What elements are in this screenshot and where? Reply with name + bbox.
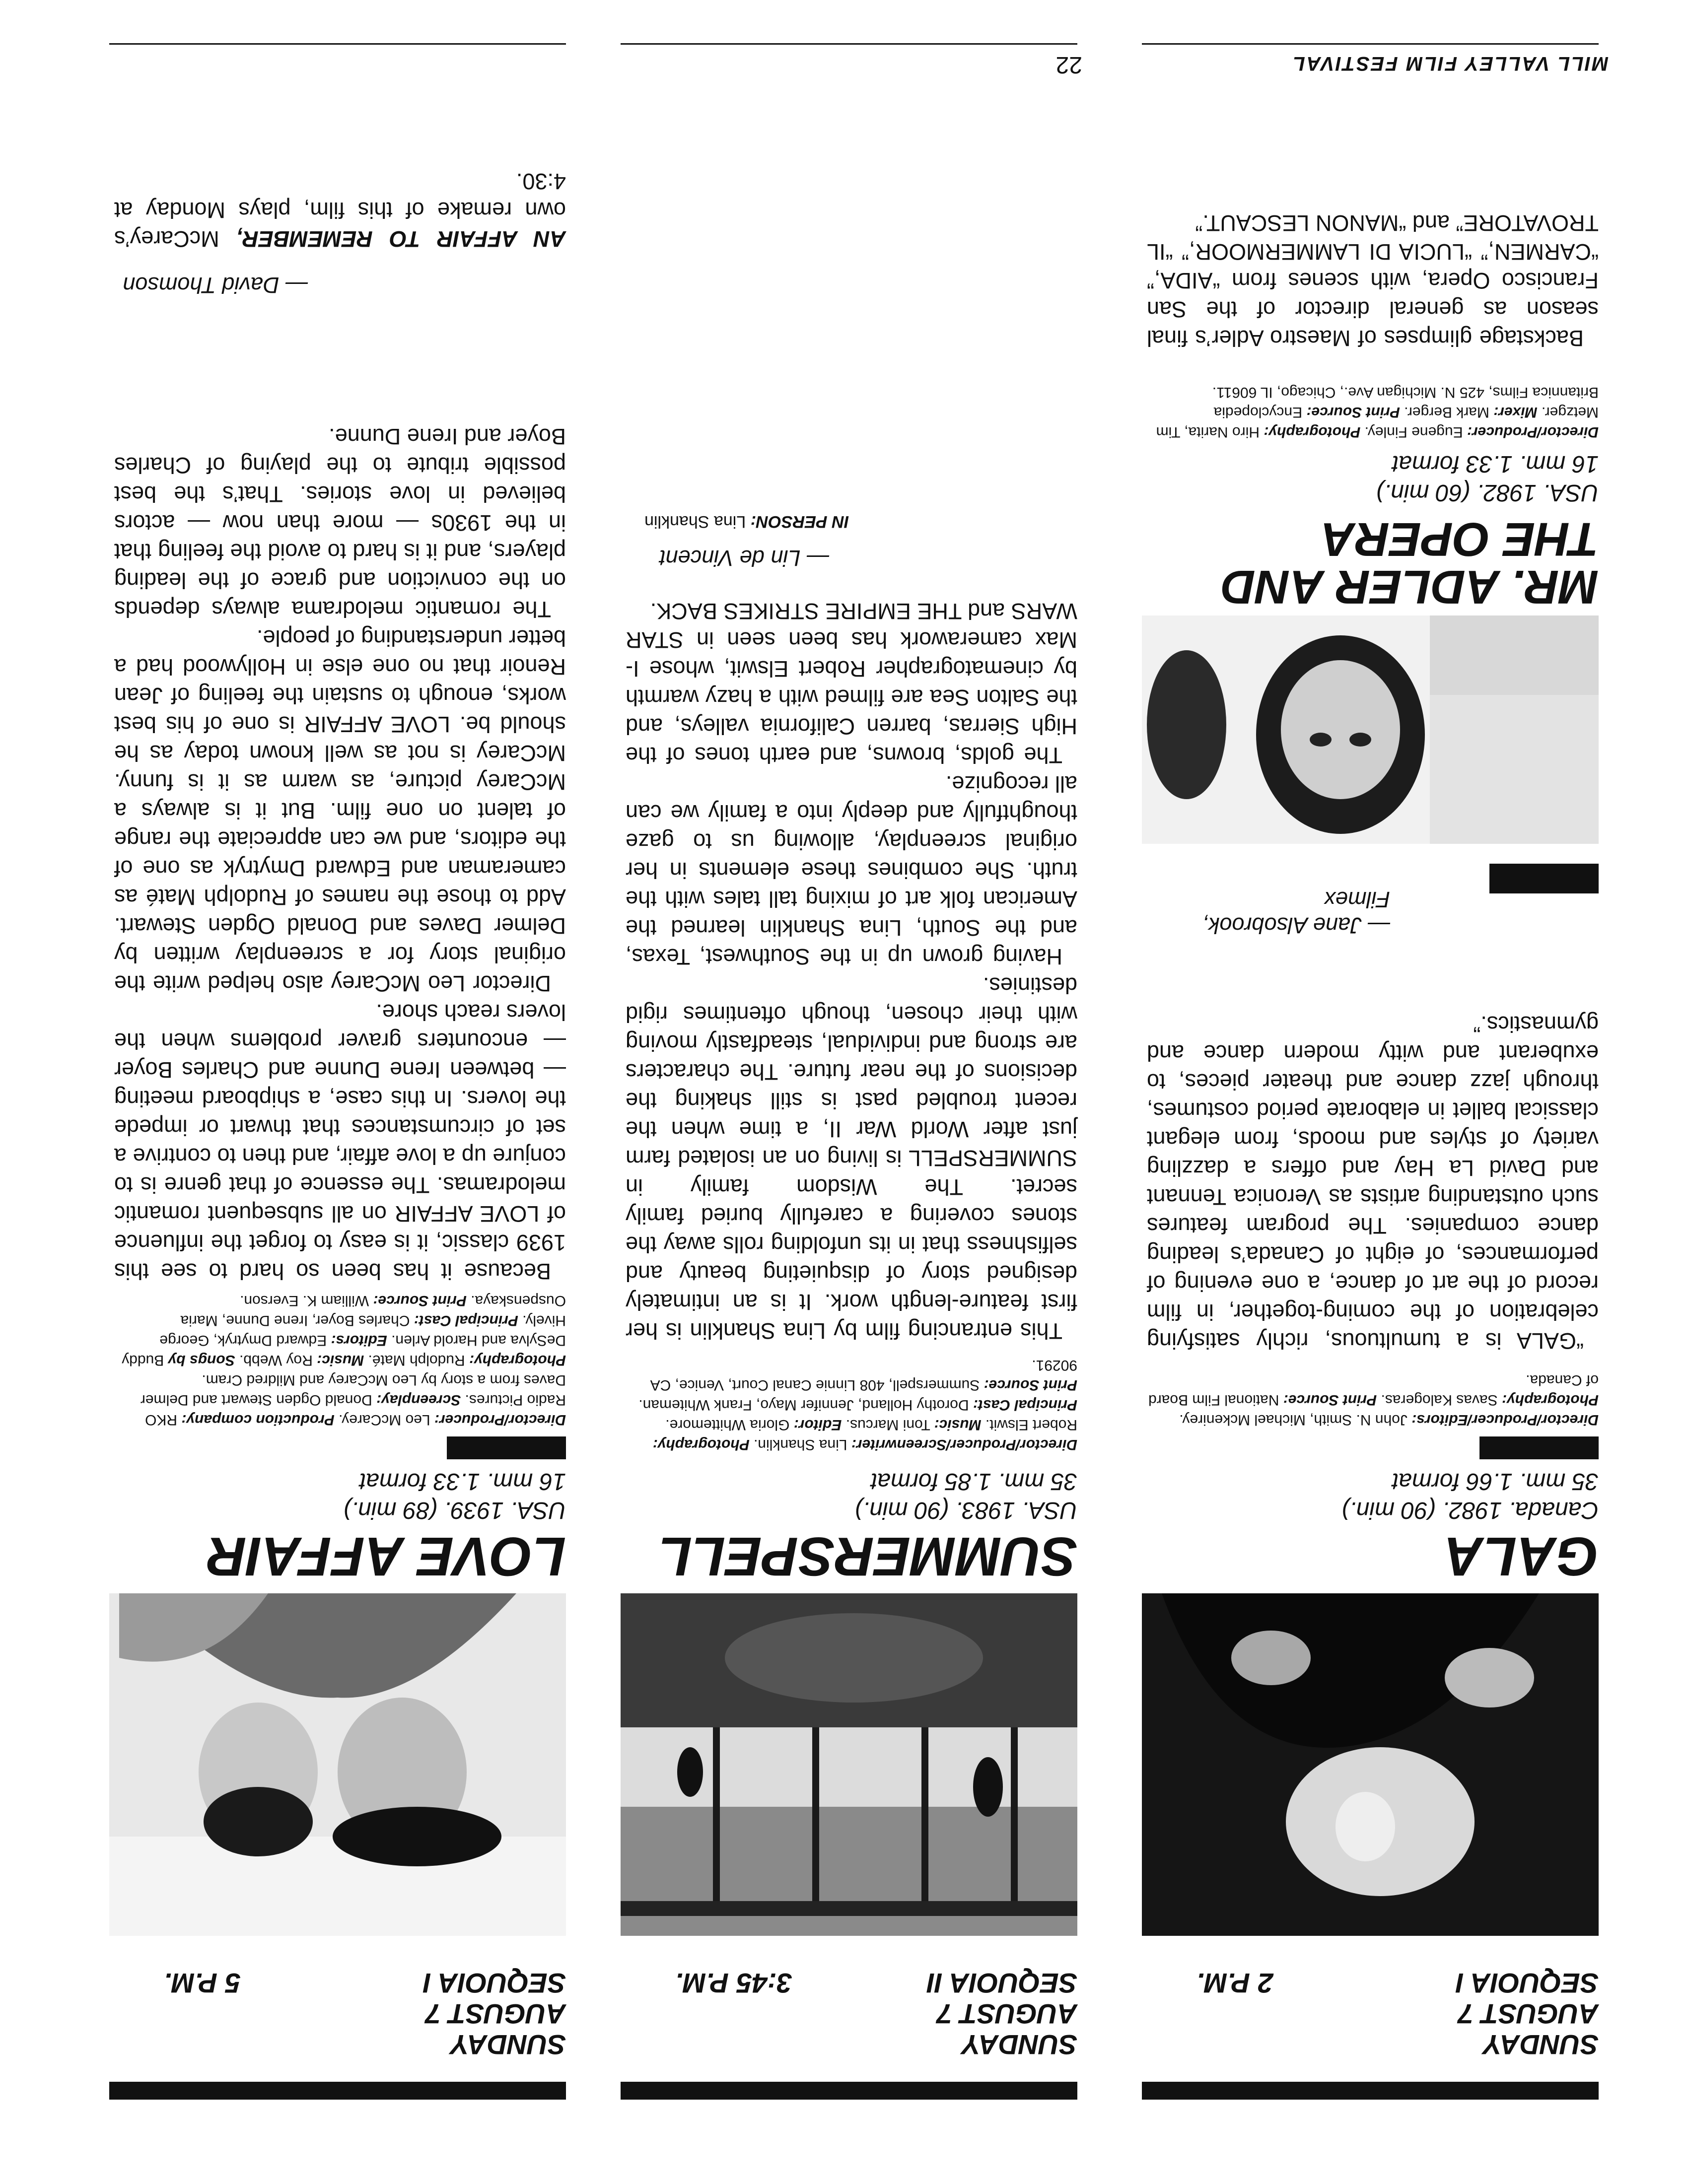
credit-label: Photography:	[1264, 424, 1361, 440]
credit-text: Summerspell, 408 Linnie Canal Court, Venice, CA 90291.	[651, 1357, 1077, 1393]
screening-day: SUNDAY	[962, 2029, 1077, 2060]
divider-bar	[1142, 2082, 1599, 2100]
credit-label: Director/Producer/Editors:	[1411, 1412, 1599, 1428]
description-paragraph: Because it has been so hard to see this 1939 classic, it is easy to forget the influence of LOVE AFFAIR on all subsequent romantic melodramas. The essence of that genre is to conjure up a love affair, and then to contrive a set of circumstances that thwart or impede the lovers. In this case, a shipboard meeting — between Irene Dunne and Charles Boyer — encounters graver problems when the lovers reach shore.	[114, 1000, 566, 1284]
credit-text: Hiro Narita, Tim Metzger.	[1156, 404, 1599, 440]
credit-text: Roy Webb.	[239, 1352, 313, 1368]
credit-text: Mark Berger.	[1404, 404, 1489, 420]
film-still-adler	[1142, 615, 1599, 844]
page-number: 22	[1055, 52, 1082, 78]
screening-slot	[621, 1951, 1077, 2060]
description-paragraph: “GALA is a tumultuous, richly satisfying celebration of the coming-together, in film record of the art of dance, a one evening of performances, of eight of Canada’s leading dance companies. The program features such outstanding artists as Veronica Tennant and David La Hay and offers a dazzling variety of styles and moods, from elegant classical ballet in elaborate period costumes, through jazz dance and theater pieces, to exuberant and witty modern dance and gymnastics.”	[1147, 1012, 1599, 1354]
film-description	[626, 597, 1077, 1345]
screening-slot	[109, 1951, 566, 2060]
credit-label: Music:	[934, 1417, 982, 1433]
credit-text: Gloria Whittemore.	[665, 1417, 790, 1433]
divider-bar	[109, 2082, 566, 2100]
column-summerspell	[621, 94, 1077, 2100]
credit-text: Edward Dmytryk, George Hively.	[159, 1312, 566, 1349]
remake-note	[114, 167, 566, 253]
film-credits	[1147, 382, 1599, 442]
screening-time: 3:45 P.M.	[675, 1968, 792, 1999]
remake-title: AN AFFAIR TO REMEMBER,	[236, 226, 566, 252]
film-title: GALA	[1444, 1526, 1599, 1587]
review-attribution: — Lin de Vincent	[659, 546, 829, 571]
screening-day: SUNDAY	[1483, 2029, 1599, 2060]
description-paragraph: Having grown up in the Southwest, Texas, and the South, Lina Shanklin learned the American folk art of mixing tall tales with the truth. She combines these elements in her original screenplay, allowing us to gaze thoughtfully and deeply into a family we can all recognize.	[626, 771, 1077, 969]
description-paragraph: Director Leo McCarey also helped write the original story for a screenplay written by Delmer Daves and Donald Ogden Stewart. Add to those the names of Rudolph Maté as cameraman and Edward Dmytryk as one of the editors, and we can appreciate the range of talent on one film. But it is always a McCarey picture, as warm as it is funny. McCarey is not as well known today as he should be. LOVE AFFAIR is one of his best works, enough to sustain the feeling of Jean Renoir that no one else in Hollywood had a better understanding of people.	[114, 625, 566, 996]
credit-text: RKO Radio Pictures.	[145, 1392, 566, 1428]
screening-venue: SEQUOIA I	[1456, 1968, 1599, 1999]
credit-label: Director/Producer:	[434, 1412, 566, 1428]
column-love-affair	[109, 94, 566, 2100]
credit-label: Print Source:	[1306, 404, 1400, 420]
film-format: 16 mm. 1.33 format	[359, 1468, 566, 1495]
credit-label: Photography:	[652, 1436, 750, 1453]
film-still-gala	[1142, 1593, 1599, 1936]
screening-day: SUNDAY	[450, 2029, 566, 2060]
credit-text: Charles Boyer, Irene Dunne, Maria Ouspenskaya.	[180, 1293, 566, 1329]
film-format: 35 mm. 1.85 format	[870, 1468, 1077, 1495]
in-person-guest: Lina Shanklin	[644, 512, 746, 531]
black-marker	[447, 1436, 566, 1459]
credit-text: Rudolph Maté.	[368, 1352, 465, 1368]
film-description	[1147, 208, 1599, 352]
remake-text: McCarey’s own remake of this film, plays Monday at 4:30.	[114, 169, 566, 252]
description-paragraph: Backstage glimpses of Maestro Adler’s final season as general director of the San Francisco Opera, with scenes from “AIDA,” “CARMEN,” “LUCIA DI LAMMERMOOR,” “IL TROVATORE” and “MANON LESCAUT.”	[1147, 210, 1599, 351]
credit-text: Savas Kalogeras.	[1381, 1392, 1498, 1408]
film-credits	[114, 1291, 566, 1430]
screening-time: 5 P.M.	[164, 1968, 241, 1999]
screening-date: AUGUST 7	[425, 1998, 566, 2030]
in-person-note	[644, 512, 849, 531]
in-person-label: IN PERSON:	[750, 512, 849, 531]
credit-text: William K. Everson.	[240, 1293, 369, 1309]
screening-date: AUGUST 7	[1458, 1998, 1599, 2030]
film-country-year: USA. 1983. (90 min.)	[854, 1497, 1077, 1523]
review-attribution: — David Thomson	[123, 273, 308, 298]
film-description	[1147, 1010, 1599, 1355]
credit-label: Music:	[317, 1352, 364, 1368]
description-paragraph: The golds, browns, and earth tones of the High Sierras, barren California valleys, and the Salton Sea are filmed with a hazy warmth by cinematographer Robert Elswit, whose I-Max camerawork has been seen in STAR WARS and THE EMPIRE STRIKES BACK.	[626, 599, 1077, 768]
credit-label: Photography:	[469, 1352, 566, 1368]
credit-label: Director/Producer:	[1467, 424, 1599, 440]
credit-label: Principal Cast:	[414, 1312, 518, 1329]
credit-text: John N. Smith, Michael Mckenirey.	[1179, 1412, 1407, 1428]
screening-time: 2 P.M.	[1196, 1968, 1273, 1999]
screening-date: AUGUST 7	[936, 1998, 1077, 2030]
film-title: SUMMERSPELL	[658, 1526, 1077, 1587]
film-credits	[1147, 1370, 1599, 1430]
credit-text: Leo McCarey.	[339, 1412, 430, 1428]
review-attribution: — Jane Alsobrook, Filmex	[1202, 887, 1390, 938]
film-still-love-affair	[109, 1593, 566, 1936]
credit-text: Donald Ogden Stewart and Delmer Daves from a story by Leo McCarey and Mildred Cram.	[140, 1372, 566, 1408]
credit-label: Print Source:	[1283, 1392, 1377, 1408]
film-still-summerspell	[621, 1593, 1077, 1936]
credit-text: Dorothy Holland, Jennifer Mayo, Frank Whiteman.	[638, 1397, 969, 1413]
festival-title: MILL VALLEY FILM FESTIVAL	[1291, 53, 1609, 74]
description-paragraph: The romantic melodrama always depends on the conviction and grace of the leading players, and it is hard to avoid the feeling that in the 1930s — more than now — actors believed in love stories. That’s the best possible tribute to the playing of Charles Boyer and Irene Dunne.	[114, 424, 566, 622]
film-country-year: Canada. 1982. (90 min.)	[1341, 1497, 1599, 1523]
film-title: MR. ADLER AND THE OPERA	[1221, 513, 1599, 614]
credit-text: Lina Shanklin.	[754, 1436, 847, 1453]
divider-bar	[621, 2082, 1077, 2100]
screening-venue: SEQUOIA II	[927, 1968, 1077, 1999]
credit-label: Songs by	[168, 1352, 235, 1368]
film-title: LOVE AFFAIR	[207, 1526, 566, 1587]
credit-text: Buddy DeSylva and Harold Arlen.	[122, 1332, 566, 1368]
credit-label: Print Source:	[373, 1293, 467, 1309]
credit-label: Mixer:	[1493, 404, 1538, 420]
film-format: 35 mm. 1.66 format	[1392, 1468, 1599, 1495]
film-country-year: USA. 1982. (60 min.)	[1376, 479, 1599, 506]
page-header	[79, 45, 1609, 78]
credit-label: Print Source:	[984, 1377, 1077, 1393]
description-paragraph: This entrancing film by Lina Shanklin is her first feature-length work. It is an intimately designed story of disquieting beauty and selfishness that in its unfolding rolls away the stones covering a carefully buried family secret. The Wisdom family in SUMMERSPELL is living on an isolated farm just after World War II, a time when the recent troubled past is still shaking the decisions of the near future. The characters are strong and individual, steadfastly moving with their chosen, though oftentimes rigid destinies.	[626, 973, 1077, 1344]
film-format: 16 mm. 1.33 format	[1392, 451, 1599, 477]
credit-text: Eugene Finley.	[1364, 424, 1463, 440]
credit-label: Director/Producer/Screenwriter:	[851, 1436, 1077, 1453]
column-rule	[1142, 43, 1599, 45]
credit-label: Photography:	[1502, 1392, 1599, 1408]
column-gala-adler	[1142, 94, 1599, 2100]
credit-label: Editors:	[331, 1332, 387, 1349]
credit-text: Toni Marcus.	[845, 1417, 930, 1433]
column-rule	[109, 43, 566, 45]
credit-text: Robert Elswit.	[985, 1417, 1077, 1433]
credit-text: Encyclopedia Britannica Films, 425 N. Michigan Ave., Chicago, IL 60611.	[1212, 384, 1599, 420]
film-description	[114, 422, 566, 1286]
film-country-year: USA. 1939. (89 min.)	[343, 1497, 566, 1523]
credit-label: Editor:	[793, 1417, 842, 1433]
credit-label: Production company:	[181, 1412, 335, 1428]
credit-label: Principal Cast:	[973, 1397, 1077, 1413]
credit-label: Screenplay:	[376, 1392, 461, 1408]
screening-venue: SEQUOIA I	[423, 1968, 566, 1999]
film-credits	[626, 1355, 1077, 1454]
black-marker	[1489, 864, 1599, 893]
black-marker	[1479, 1436, 1599, 1459]
column-rule	[621, 43, 1077, 45]
credit-text: National Film Board of Canada.	[1148, 1372, 1599, 1408]
screening-slot	[1142, 1951, 1599, 2060]
